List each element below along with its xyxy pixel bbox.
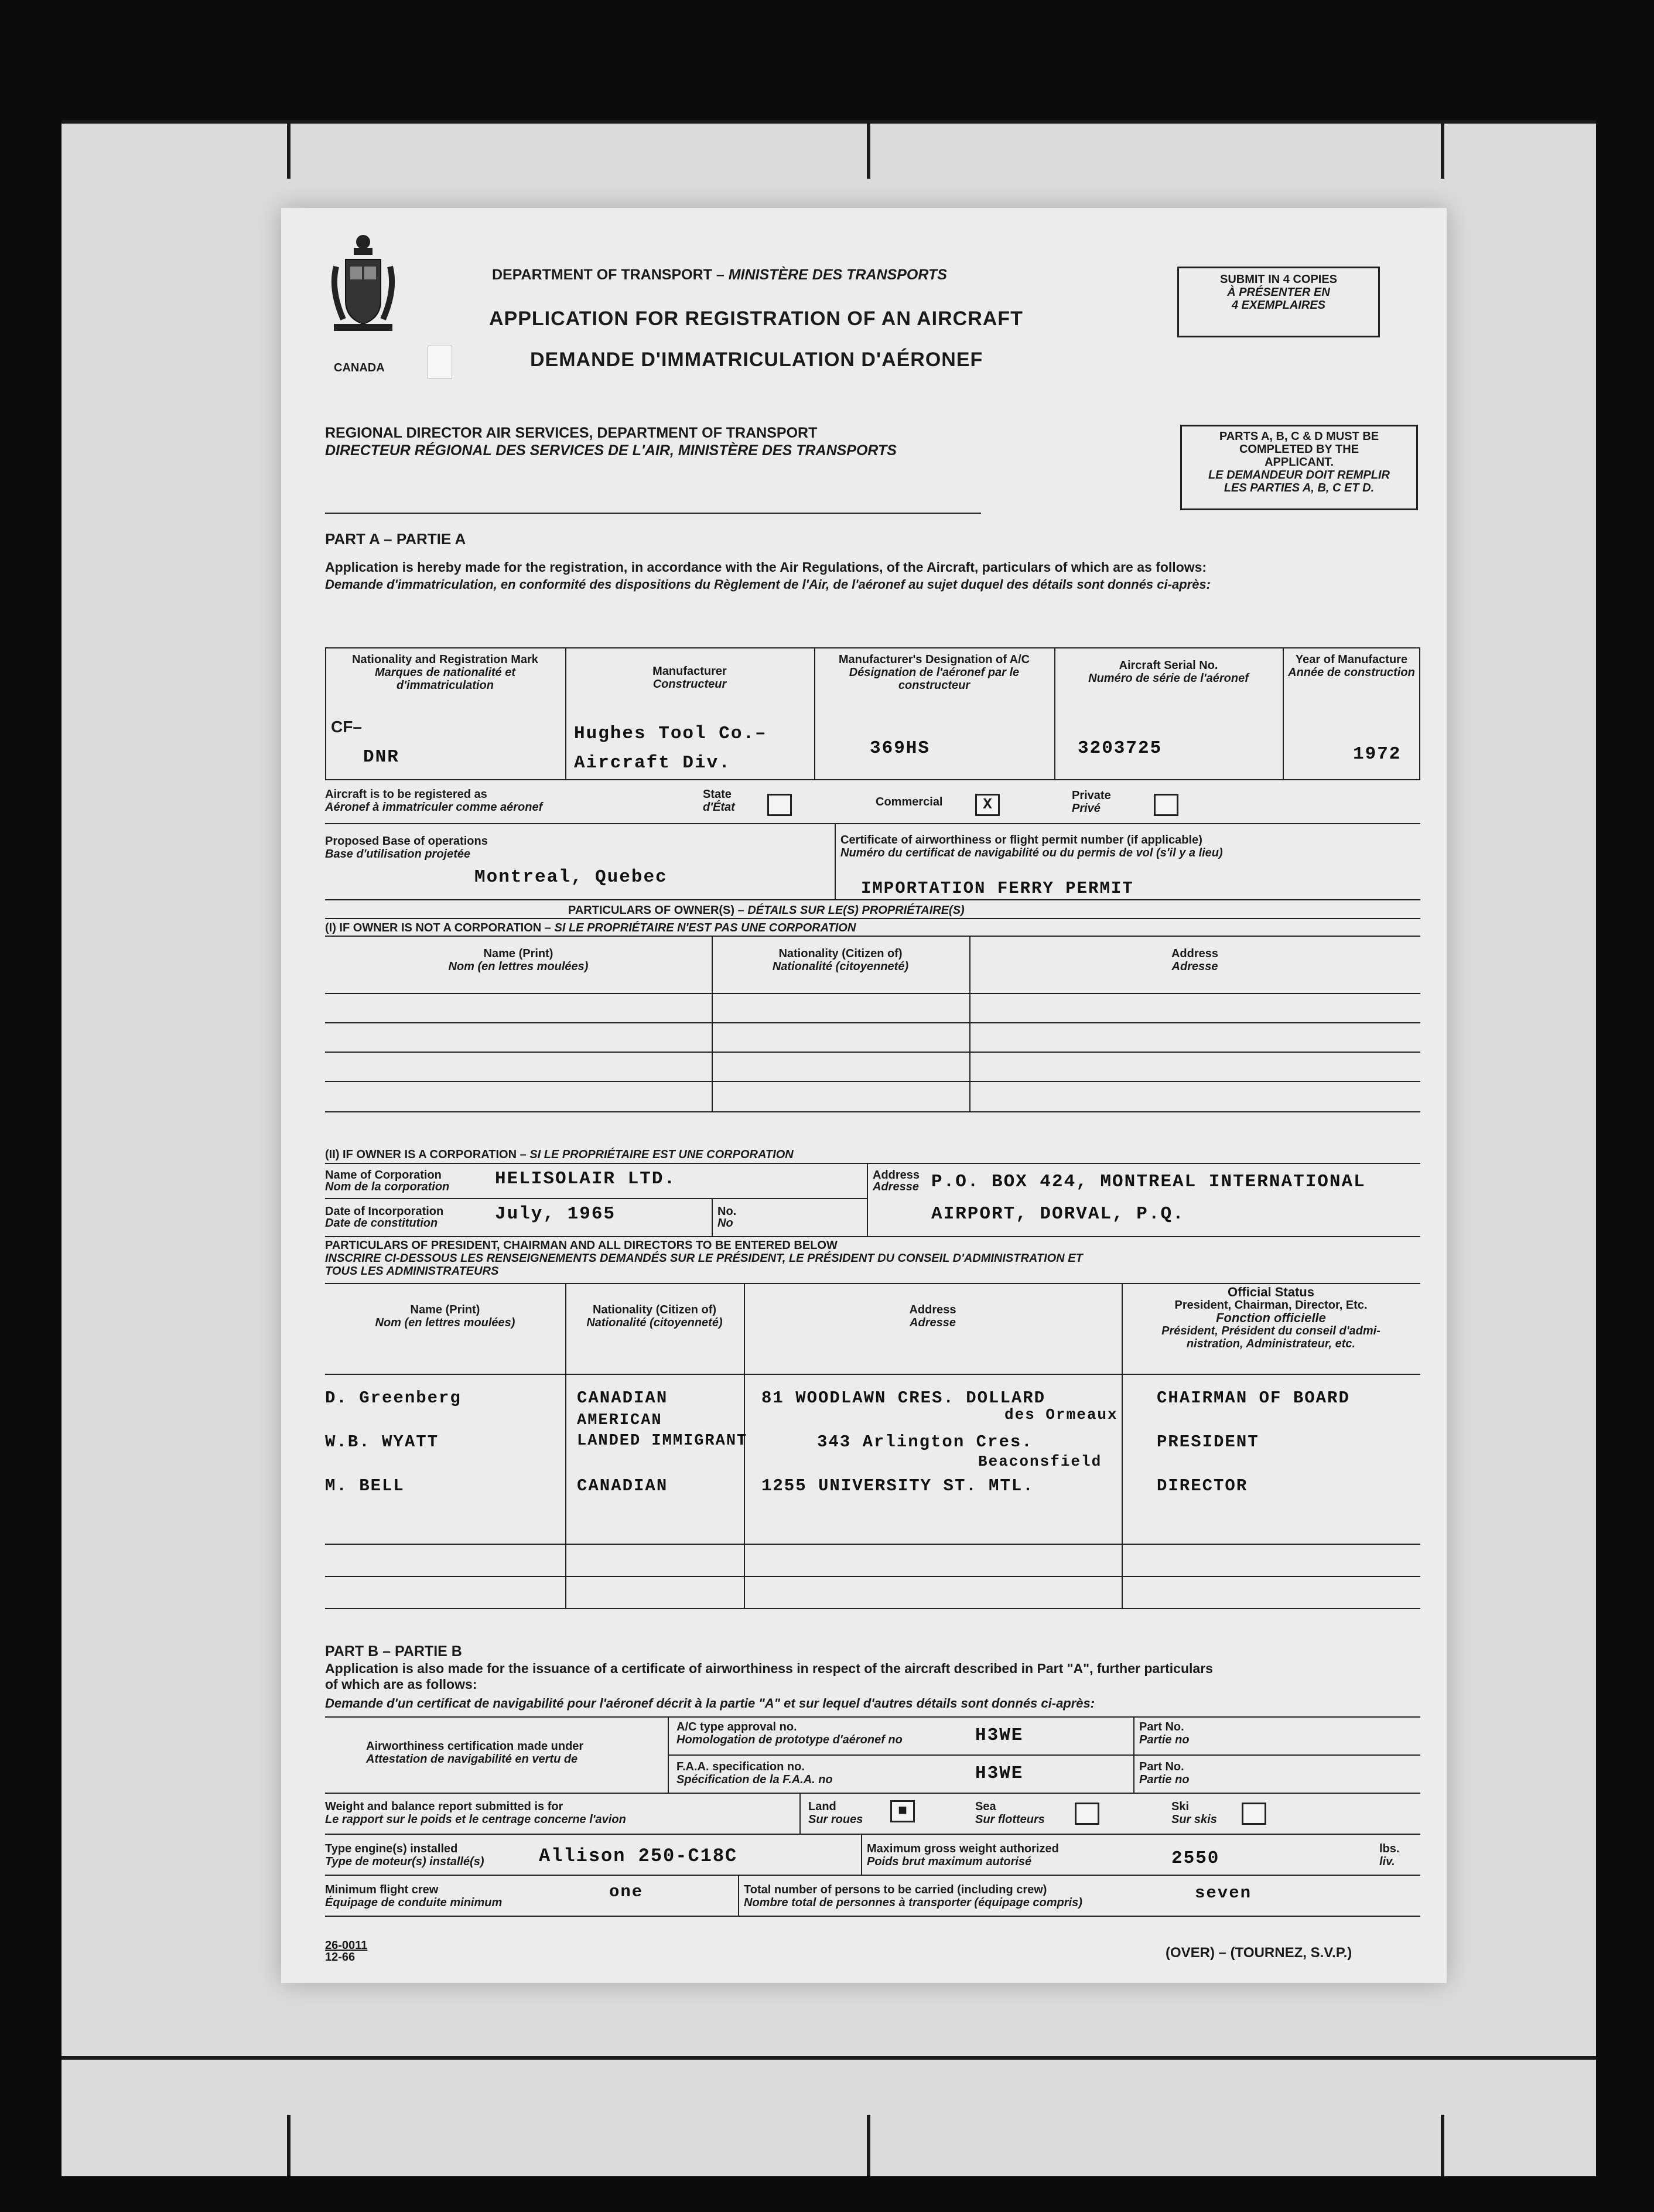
- designation-value[interactable]: 369HS: [870, 738, 931, 759]
- serial-value[interactable]: 3203725: [1078, 738, 1163, 759]
- submit-line: À PRÉSENTER EN: [1227, 286, 1330, 299]
- commercial-label: Commercial: [876, 796, 943, 808]
- frame-rule: [1441, 2115, 1444, 2176]
- corp-address-line-2[interactable]: AIRPORT, DORVAL, P.Q.: [931, 1204, 1185, 1224]
- corp-heading: (II) IF OWNER IS A CORPORATION – SI LE PROPRIÉTAIRE EST UNE CORPORATION: [325, 1148, 794, 1161]
- address-line: [325, 513, 981, 514]
- corp-no-fr: No: [717, 1217, 733, 1230]
- parts-line: APPLICANT.: [1265, 456, 1334, 469]
- register-as-en: Aircraft is to be registered as: [325, 788, 487, 801]
- over-note: (OVER) – (TOURNEZ, S.V.P.): [1166, 1945, 1352, 1961]
- owner-col-name: Name (Print) Nom (en lettres moulées): [448, 947, 589, 973]
- cert-label-en: Certificate of airworthiness or flight permit number (if applicable): [840, 834, 1202, 846]
- table-rule: [325, 647, 1420, 648]
- stamp-mark: [428, 346, 452, 379]
- table-rule: [325, 1716, 1420, 1718]
- frame-rule: [287, 2115, 291, 2176]
- submit-box: [1177, 267, 1380, 337]
- type-approval-en: A/C type approval no.: [676, 1721, 797, 1733]
- ski-label-fr: Sur skis: [1171, 1813, 1217, 1826]
- land-label: Land: [808, 1800, 836, 1813]
- cert-value[interactable]: IMPORTATION FERRY PERMIT: [861, 879, 1134, 898]
- table-rule: [325, 1163, 1420, 1164]
- airworthiness-en: Airworthiness certification made under: [366, 1740, 584, 1753]
- frame-rule: [61, 2056, 1596, 2060]
- director-1-address[interactable]: 81 WOODLAWN CRES. DOLLARD: [761, 1388, 1046, 1408]
- frame-rule: [287, 120, 291, 179]
- frame-rule: [61, 120, 1596, 124]
- cert-label-fr: Numéro du certificat de navigabilité ou du permis de vol (s'il y a lieu): [840, 846, 1223, 859]
- table-rule: [325, 647, 326, 779]
- table-rule: [325, 1198, 867, 1199]
- director-col-address: Address Adresse: [909, 1303, 956, 1329]
- frame-rule: [867, 120, 870, 179]
- table-rule: [668, 1754, 1420, 1756]
- title-en: APPLICATION FOR REGISTRATION OF AN AIRCRAFT: [489, 308, 1023, 330]
- weight-unit-en: lbs.: [1379, 1842, 1400, 1855]
- base-value[interactable]: Montreal, Quebec: [474, 867, 668, 887]
- table-rule: [1419, 647, 1420, 779]
- sea-checkbox[interactable]: [1075, 1803, 1099, 1825]
- corp-date-fr: Date de constitution: [325, 1217, 438, 1230]
- ski-label: Ski: [1171, 1800, 1190, 1813]
- state-label: State: [703, 788, 732, 801]
- corp-name-fr: Nom de la corporation: [325, 1180, 450, 1193]
- directors-heading-fr-2: TOUS LES ADMINISTRATEURS: [325, 1265, 499, 1278]
- director-3-status[interactable]: DIRECTOR: [1157, 1476, 1248, 1496]
- form-number: 26-0011: [325, 1939, 368, 1952]
- max-weight-fr: Poids brut maximum autorisé: [867, 1855, 1032, 1868]
- table-rule: [861, 1834, 862, 1875]
- faa-spec-fr: Spécification de la F.A.A. no: [676, 1773, 833, 1786]
- table-rule: [325, 1875, 1420, 1876]
- col-header-serial: Aircraft Serial No. Numéro de série de l'aéronef: [1088, 659, 1249, 685]
- table-rule: [712, 1198, 713, 1236]
- submit-line: 4 EXEMPLAIRES: [1231, 299, 1326, 312]
- form-page: [281, 208, 1447, 1983]
- part-b-intro-fr: Demande d'un certificat de navigabilité pour l'aéronef décrit à la partie "A" et sur lequel d'autres détails sont donnés ci-après:: [325, 1696, 1095, 1711]
- regional-en: REGIONAL DIRECTOR AIR SERVICES, DEPARTMENT OF TRANSPORT: [325, 425, 818, 441]
- faa-spec-en: F.A.A. specification no.: [676, 1760, 805, 1773]
- sea-label-fr: Sur flotteurs: [975, 1813, 1045, 1826]
- table-rule: [712, 936, 713, 1111]
- director-2-nationality[interactable]: AMERICAN: [577, 1412, 662, 1429]
- table-rule: [325, 1283, 1420, 1284]
- private-label-fr: Privé: [1072, 802, 1101, 815]
- frame-rule: [867, 2115, 870, 2176]
- part-b-intro-en-1: Application is also made for the issuance of a certificate of airworthiness in respect of the aircraft described in Part "A", further particulars: [325, 1661, 1213, 1676]
- table-rule: [325, 936, 1420, 937]
- director-2-address[interactable]: 343 Arlington Cres.: [817, 1432, 1033, 1452]
- director-3-name[interactable]: M. BELL: [325, 1476, 405, 1496]
- owner-col-address: Address Adresse: [1171, 947, 1219, 973]
- frame-rule: [1441, 120, 1444, 179]
- table-rule: [325, 779, 1420, 780]
- crew-value[interactable]: one: [609, 1882, 644, 1902]
- base-label-fr: Base d'utilisation projetée: [325, 848, 471, 861]
- part-a-intro-fr: Demande d'immatriculation, en conformité des dispositions du Règlement de l'Air, de l'aéronef au sujet duquel des détails sont donnés ci-après:: [325, 577, 1211, 592]
- type-approval-fr: Homologation de prototype d'aéronef no: [676, 1733, 903, 1746]
- part-no-fr-2: Partie no: [1139, 1773, 1190, 1786]
- director-2-address-2[interactable]: Beaconsfield: [978, 1453, 1102, 1470]
- owner-col-nationality: Nationality (Citizen of) Nationalité (citoyenneté): [772, 947, 909, 973]
- parts-box: [1180, 425, 1418, 510]
- register-as-fr: Aéronef à immatriculer comme aéronef: [325, 801, 543, 814]
- director-3-nationality[interactable]: CANADIAN: [577, 1476, 668, 1496]
- table-row: [325, 1576, 1420, 1577]
- manufacturer-line-1[interactable]: Hughes Tool Co.–: [574, 723, 767, 744]
- table-rule: [325, 918, 1420, 919]
- year-value[interactable]: 1972: [1353, 744, 1402, 764]
- director-1-status[interactable]: CHAIRMAN OF BOARD: [1157, 1388, 1350, 1408]
- airworthiness-fr: Attestation de navigabilité en vertu de: [366, 1753, 578, 1766]
- base-label-en: Proposed Base of operations: [325, 835, 488, 848]
- corp-name-value[interactable]: HELISOLAIR LTD.: [495, 1169, 676, 1189]
- table-rule: [565, 647, 566, 779]
- table-rule: [738, 1875, 739, 1916]
- directors-heading-en: PARTICULARS OF PRESIDENT, CHAIRMAN AND ALL DIRECTORS TO BE ENTERED BELOW: [325, 1239, 838, 1252]
- form-date: 12-66: [325, 1951, 356, 1964]
- part-no-fr: Partie no: [1139, 1733, 1190, 1746]
- corp-address-fr: Adresse: [873, 1180, 919, 1193]
- part-a-intro-en: Application is hereby made for the registration, in accordance with the Air Regulations, of the Aircraft, particulars of which are as follows:: [325, 559, 1207, 575]
- private-label: Private: [1072, 789, 1111, 802]
- table-rule: [799, 1793, 801, 1834]
- table-rule: [325, 1793, 1420, 1794]
- corp-name-en: Name of Corporation: [325, 1169, 442, 1182]
- corp-date-value[interactable]: July, 1965: [495, 1204, 616, 1224]
- table-rule: [1122, 1283, 1123, 1608]
- part-a-heading: PART A – PARTIE A: [325, 530, 466, 548]
- parts-line: LES PARTIES A, B, C ET D.: [1224, 482, 1375, 494]
- table-rule: [325, 1236, 1420, 1237]
- private-checkbox[interactable]: [1154, 794, 1178, 816]
- table-rule: [969, 936, 970, 1111]
- col-header-designation: Manufacturer's Designation of A/C Désignation de l'aéronef par le constructeur: [838, 653, 1030, 692]
- director-1-name[interactable]: D. Greenberg: [325, 1388, 462, 1408]
- corp-date-en: Date of Incorporation: [325, 1205, 444, 1218]
- table-rule: [325, 1111, 1420, 1112]
- table-row: [325, 1081, 1420, 1082]
- table-rule: [325, 899, 1420, 900]
- director-1-address-2[interactable]: des Ormeaux: [1004, 1406, 1118, 1424]
- regional-fr: DIRECTEUR RÉGIONAL DES SERVICES DE L'AIR, MINISTÈRE DES TRANSPORTS: [325, 442, 897, 459]
- manufacturer-line-2[interactable]: Aircraft Div.: [574, 753, 731, 773]
- table-row: [325, 1544, 1420, 1545]
- faa-spec-value[interactable]: H3WE: [975, 1763, 1024, 1784]
- corp-address-en: Address: [873, 1169, 920, 1182]
- table-rule: [325, 1916, 1420, 1917]
- weight-unit-fr: liv.: [1379, 1855, 1395, 1868]
- director-2-status[interactable]: PRESIDENT: [1157, 1432, 1259, 1452]
- weight-balance-en: Weight and balance report submitted is for: [325, 1800, 563, 1813]
- parts-line: PARTS A, B, C & D MUST BE: [1219, 430, 1379, 443]
- table-rule: [565, 1283, 566, 1608]
- table-rule: [325, 1608, 1420, 1609]
- part-no-en: Part No.: [1139, 1721, 1184, 1733]
- commercial-checkbox[interactable]: X: [975, 794, 1000, 816]
- land-label-fr: Sur roues: [808, 1813, 863, 1826]
- max-weight-value[interactable]: 2550: [1171, 1848, 1220, 1869]
- persons-value[interactable]: seven: [1195, 1883, 1252, 1903]
- table-rule: [814, 647, 815, 779]
- table-rule: [867, 1163, 868, 1236]
- table-rule: [835, 823, 836, 899]
- title-fr: DEMANDE D'IMMATRICULATION D'AÉRONEF: [530, 349, 983, 371]
- parts-line: LE DEMANDEUR DOIT REMPLIR: [1208, 469, 1390, 482]
- state-label-fr: d'État: [703, 801, 735, 814]
- part-b-intro-en-2: of which are as follows:: [325, 1677, 477, 1692]
- ski-checkbox[interactable]: [1242, 1803, 1266, 1825]
- table-rule: [1283, 647, 1284, 779]
- not-corp-heading: (I) IF OWNER IS NOT A CORPORATION – SI LE PROPRIÉTAIRE N'EST PAS UNE CORPORATION: [325, 921, 856, 934]
- table-row: [325, 1052, 1420, 1053]
- table-rule: [325, 1374, 1420, 1375]
- weight-balance-fr: Le rapport sur le poids et le centrage concerne l'avion: [325, 1813, 626, 1826]
- persons-fr: Nombre total de personnes à transporter (équipage compris): [744, 1896, 1082, 1909]
- persons-en: Total number of persons to be carried (including crew): [744, 1883, 1047, 1896]
- mark-prefix: CF–: [331, 718, 362, 736]
- parts-line: COMPLETED BY THE: [1239, 443, 1359, 456]
- sea-label: Sea: [975, 1800, 996, 1813]
- type-approval-value[interactable]: H3WE: [975, 1725, 1024, 1746]
- director-col-name: Name (Print) Nom (en lettres moulées): [375, 1303, 515, 1329]
- crew-en: Minimum flight crew: [325, 1883, 439, 1896]
- directors-heading-fr-1: INSCRIRE CI-DESSOUS LES RENSEIGNEMENTS DEMANDÉS SUR LE PRÉSIDENT, LE PRÉSIDENT DU CONSEIL D'ADMINISTRATION ET: [325, 1252, 1083, 1265]
- country-label: CANADA: [334, 361, 385, 374]
- state-checkbox[interactable]: [767, 794, 792, 816]
- col-header-mark: Nationality and Registration Mark Marques de nationalité et d'immatriculation: [352, 653, 538, 692]
- land-checkbox[interactable]: ■: [890, 1800, 915, 1822]
- submit-line: SUBMIT IN 4 COPIES: [1219, 273, 1338, 286]
- part-b-heading: PART B – PARTIE B: [325, 1643, 462, 1660]
- table-rule: [325, 1834, 1420, 1835]
- crew-fr: Équipage de conduite minimum: [325, 1896, 503, 1909]
- table-rule: [325, 823, 1420, 824]
- director-1-nationality[interactable]: CANADIAN: [577, 1388, 668, 1408]
- max-weight-en: Maximum gross weight authorized: [867, 1842, 1059, 1855]
- col-header-manufacturer: Manufacturer Constructeur: [652, 665, 727, 691]
- registration-mark[interactable]: DNR: [363, 747, 399, 767]
- director-3-address[interactable]: 1255 UNIVERSITY ST. MTL.: [761, 1476, 1034, 1496]
- part-no-en-2: Part No.: [1139, 1760, 1184, 1773]
- table-row: [325, 993, 1420, 994]
- director-2-name[interactable]: W.B. WYATT: [325, 1432, 439, 1452]
- director-col-nationality: Nationality (Citizen of) Nationalité (citoyenneté): [586, 1303, 723, 1329]
- coat-of-arms-icon: [328, 231, 398, 343]
- corp-no-en: No.: [717, 1205, 737, 1218]
- engine-en: Type engine(s) installed: [325, 1842, 458, 1855]
- col-header-year: Year of Manufacture Année de construction: [1288, 653, 1415, 679]
- owners-heading: PARTICULARS OF OWNER(S) – DÉTAILS SUR LE(S) PROPRIÉTAIRE(S): [568, 904, 965, 917]
- department-line: DEPARTMENT OF TRANSPORT – MINISTÈRE DES TRANSPORTS: [492, 267, 947, 283]
- table-row: [325, 1022, 1420, 1023]
- director-col-status: Official Status President, Chairman, Director, Etc. Fonction officielle Président, Président du conseil d'admi- nistration, Administrateur, etc.: [1161, 1285, 1380, 1350]
- engine-value[interactable]: Allison 250-C18C: [539, 1845, 738, 1867]
- engine-fr: Type de moteur(s) installé(s): [325, 1855, 484, 1868]
- director-2-nationality-2[interactable]: LANDED IMMIGRANT: [577, 1432, 748, 1450]
- table-rule: [1054, 647, 1055, 779]
- corp-address-line-1[interactable]: P.O. BOX 424, MONTREAL INTERNATIONAL: [931, 1172, 1366, 1192]
